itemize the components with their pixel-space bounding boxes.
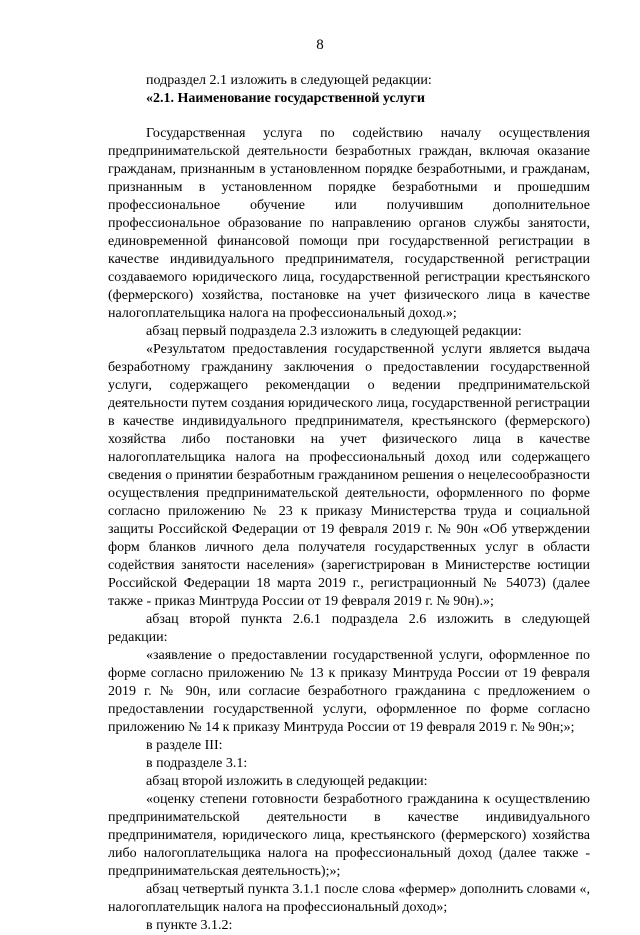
paragraph: в подразделе 3.1: xyxy=(146,756,248,771)
paragraph: подраздел 2.1 изложить в следующей редакции: xyxy=(146,73,432,88)
paragraph: «оценку степени готовности безработного гражданина к осуществлению предпринимательской деятельности в качестве индивидуального предпринимателя, юридического лица, крестьянского (фермерского) хозяйства либо налогоплательщика налога на профессиональный доход (далее также - предпринимательская деятельность);»; xyxy=(108,792,590,879)
paragraph: абзац четвертый пункта 3.1.1 после слова «фермер» дополнить словами «, налогоплательщик налога на профессиональный доход»; xyxy=(108,882,590,915)
paragraph: Государственная услуга по содействию началу осуществления предпринимательской деятельности безработных граждан, включая оказание гражданам, признанным в установленном порядке безработными, и гражданам, признанным в установленном порядке безработными и прошедшим профессиональное обучение или получившим дополнительное профессиональное образование по направлению органов службы занятости, единовременной финансовой помощи при государственной регистрации в качестве индивидуального предпринимателя, государственной регистрации создаваемого юридического лица, государственной регистрации крестьянского (фермерского) хозяйства, постановке на учет физического лица в качестве налогоплательщика налога на профессиональный доход.»; xyxy=(108,126,590,321)
document-body xyxy=(108,72,590,935)
paragraph: в разделе III: xyxy=(146,738,223,753)
paragraph: абзац второй пункта 2.6.1 подраздела 2.6 изложить в следующей редакции: xyxy=(108,612,590,645)
page-number: 8 xyxy=(316,37,324,53)
section-heading: «2.1. Наименование государственной услуги xyxy=(146,91,425,106)
paragraph: «заявление о предоставлении государственной услуги, оформленное по форме согласно приложению № 13 к приказу Минтруда России от 19 февраля 2019 г. № 90н, или согласие безработного гражданина с предложением о предоставлении государственной услуги, оформленное по форме согласно приложению № 14 к приказу Минтруда России от 19 февраля 2019 г. № 90н;»; xyxy=(108,648,590,735)
paragraph: «Результатом предоставления государственной услуги является выдача безработному гражданину заключения о предоставлении государственной услуги, содержащего рекомендации о ведении предпринимательской деятельности путем создания юридического лица, государственной регистрации в качестве индивидуального предпринимателя, крестьянского (фермерского) хозяйства либо постановки на учет физического лица в качестве налогоплательщика налога на профессиональный доход или содержащего сведения о принятии безработным гражданином решения о нецелесообразности осуществления предпринимательской деятельности, оформленного по форме согласно приложению № 23 к приказу Министерства труда и социальной защиты Российской Федерации от 19 февраля 2019 г. № 90н «Об утверждении форм бланков личного дела получателя государственных услуг в области содействия занятости населения» (зарегистрирован в Министерстве юстиции Российской Федерации 18 марта 2019 г., регистрационный № 54073) (далее также - приказ Минтруда России от 19 февраля 2019 г. № 90н).»; xyxy=(108,342,590,609)
paragraph: в пункте 3.1.2: xyxy=(146,918,233,933)
paragraph: абзац второй изложить в следующей редакции: xyxy=(146,774,428,789)
paragraph: абзац первый подраздела 2.3 изложить в следующей редакции: xyxy=(146,324,522,339)
